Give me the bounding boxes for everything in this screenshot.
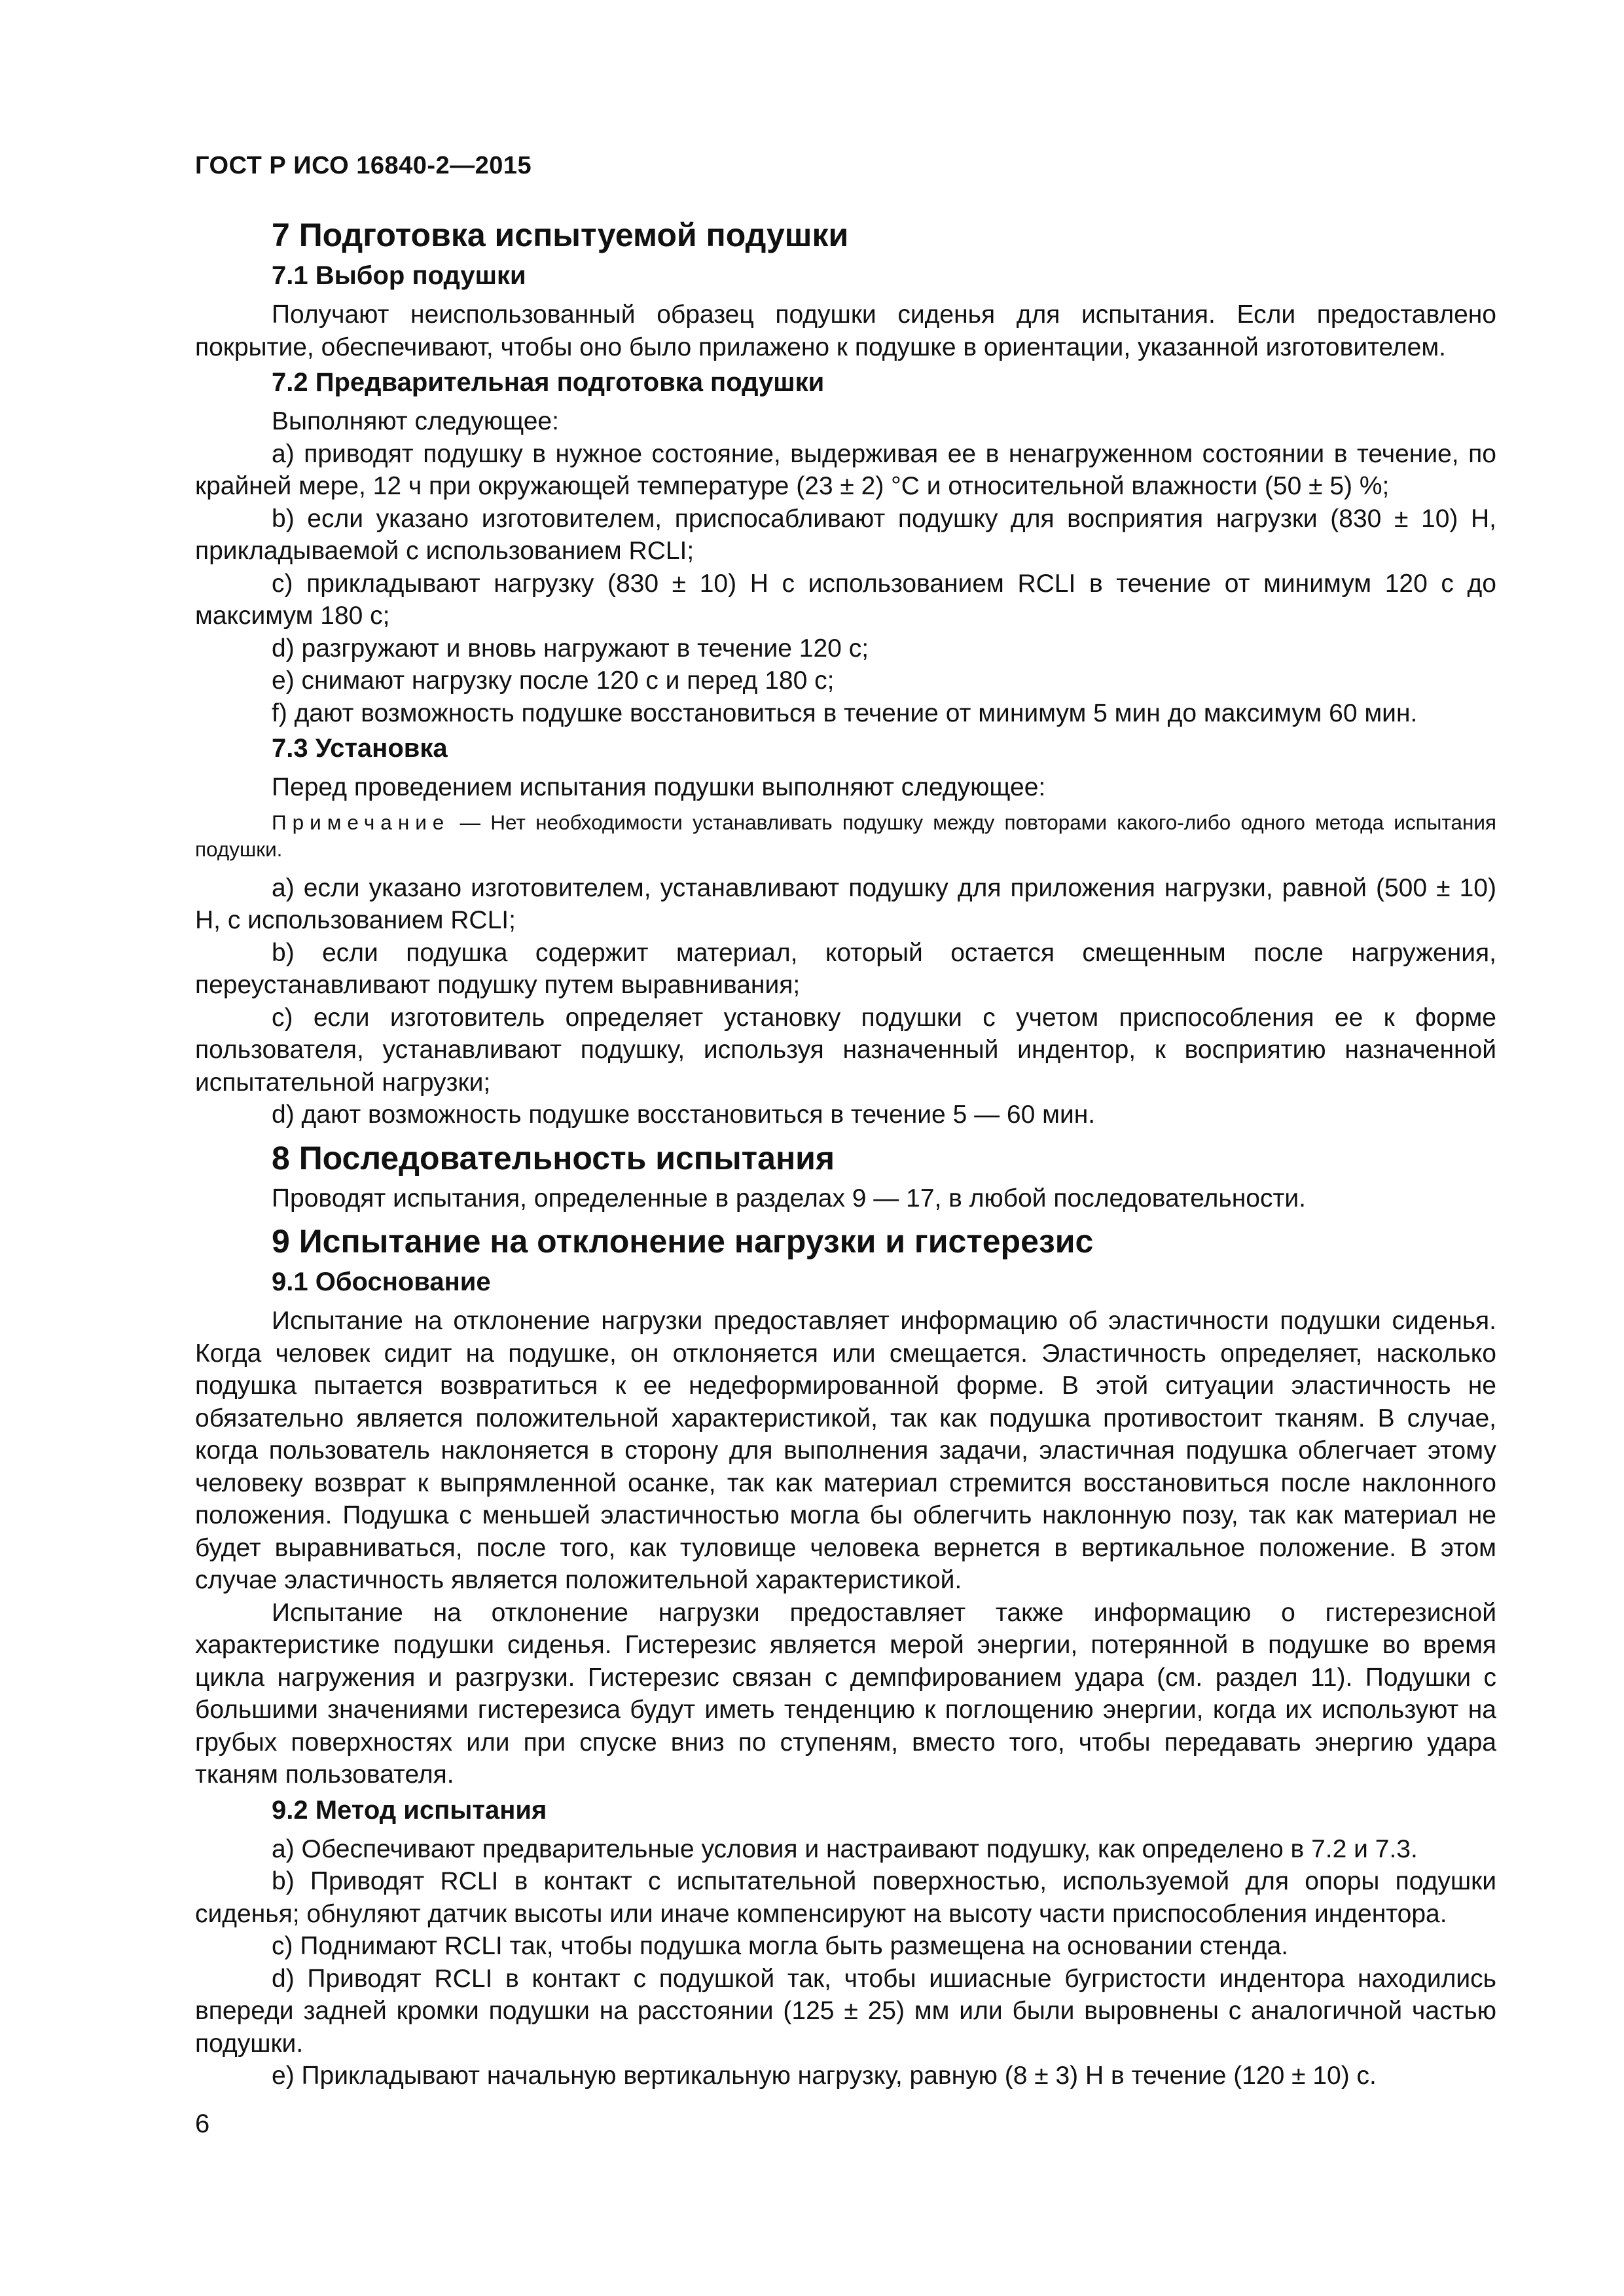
subsection-7-1-heading: 7.1 Выбор подушки: [272, 261, 526, 290]
paragraph: Выполняют следующее:: [272, 407, 559, 435]
list-item: f) дают возможность подушке восстановиться в течение от минимум 5 мин до максимум 60 мин.: [272, 699, 1418, 727]
paragraph: Испытание на отклонение нагрузки предоставляет также информацию о гистерезисной характеристике подушки сиденья. Гистерезис является мерой энергии, потерянной в подушке во время цикла нагружения и разгрузки. Гистерезис связан с демпфированием удара (см. раздел 11). Подушки с большими значениями гистерезиса будут иметь тенденцию к поглощению энергии, когда их используют на грубых поверхностях или при спуске вниз по ступеням, вместо того, чтобы передавать энергию удара тканям пользователя.: [195, 1598, 1496, 1789]
list-item: d) разгружают и вновь нагружают в течение 120 с;: [272, 634, 869, 663]
note-text: — Нет необходимости устанавливать подушку между повторами какого-либо одного метода испытания подушки.: [195, 810, 1496, 861]
list-item: c) если изготовитель определяет установку подушки с учетом приспособления ее к форме пользователя, устанавливают подушку, используя назначенный индентор, к восприятию назначенной испытательной нагрузки;: [195, 1003, 1496, 1097]
list-item: c) прикладывают нагрузку (830 ± 10) Н с использованием RCLI в течение от минимум 120 с до максимум 180 с;: [195, 569, 1496, 630]
section-7-heading: 7 Подготовка испытуемой подушки: [272, 217, 849, 253]
list-item: e) Прикладывают начальную вертикальную нагрузку, равную (8 ± 3) Н в течение (120 ± 10) с.: [272, 2062, 1377, 2090]
paragraph: Получают неиспользованный образец подушки сиденья для испытания. Если предоставлено покрытие, обеспечивают, чтобы оно было прилажено к подушке в ориентации, указанной изготовителем.: [195, 301, 1496, 361]
list-item: a) Обеспечивают предварительные условия и настраивают подушку, как определено в 7.2 и 7.3.: [272, 1834, 1418, 1863]
subsection-7-3-heading: 7.3 Установка: [272, 734, 448, 763]
list-item: e) снимают нагрузку после 120 с и перед 180 с;: [272, 666, 835, 695]
note: [195, 809, 1496, 863]
paragraph: Перед проведением испытания подушки выполняют следующее:: [272, 773, 1046, 801]
document-body: [195, 208, 1496, 2092]
document-header: ГОСТ Р ИСО 16840-2—2015: [195, 152, 532, 179]
list-item: b) если указано изготовителем, приспосабливают подушку для восприятия нагрузки (830 ± 10) Н, прикладываемой с использованием RCLI;: [195, 504, 1496, 565]
list-item: b) если подушка содержит материал, который остается смещенным после нагружения, переустанавливают подушку путем выравнивания;: [195, 938, 1496, 999]
list-item: a) приводят подушку в нужное состояние, выдерживая ее в ненагруженном состоянии в течение, по крайней мере, 12 ч при окружающей температуре (23 ± 2) °С и относительной влажности (50 ± 5) %;: [195, 439, 1496, 500]
section-9-heading: 9 Испытание на отклонение нагрузки и гистерезис: [272, 1223, 1094, 1260]
list-item: a) если указано изготовителем, устанавливают подушку для приложения нагрузки, равной (500 ± 10) Н, с использованием RCLI;: [195, 873, 1496, 934]
note-label: Примечание: [272, 810, 450, 834]
paragraph: Испытание на отклонение нагрузки предоставляет информацию об эластичности подушки сиденья. Когда человек сидит на подушке, он отклоняется или смещается. Эластичность определяет, насколько подушка пытается возвратиться к ее недеформированной форме. В этой ситуации эластичность не обязательно является положительной характеристикой, так как подушка противостоит тканям. В случае, когда пользователь наклоняется в сторону для выполнения задачи, эластичная подушка облегчает этому человеку возврат к выпрямленной осанке, так как материал стремится восстановиться после наклонного положения. Подушка с меньшей эластичностью могла бы облегчить наклонную позу, так как материал не будет выравниваться, после того, как туловище человека вернется в вертикальное положение. В этом случае эластичность является положительной характеристикой.: [195, 1307, 1496, 1594]
list-item: d) дают возможность подушке восстановиться в течение 5 — 60 мин.: [272, 1101, 1096, 1129]
subsection-9-2-heading: 9.2 Метод испытания: [272, 1795, 547, 1825]
list-item: d) Приводят RCLI в контакт с подушкой так, чтобы ишиасные бугристости индентора находились впереди задней кромки подушки на расстоянии (125 ± 25) мм или были выровнены с аналогичной частью подушки.: [195, 1964, 1496, 2058]
subsection-7-2-heading: 7.2 Предварительная подготовка подушки: [272, 368, 825, 397]
subsection-9-1-heading: 9.1 Обоснование: [272, 1267, 491, 1296]
paragraph: Проводят испытания, определенные в разделах 9 — 17, в любой последовательности.: [272, 1184, 1306, 1212]
list-item: b) Приводят RCLI в контакт с испытательной поверхностью, используемой для опоры подушки сиденья; обнуляют датчик высоты или иначе компенсируют на высоту части приспособления индентора.: [195, 1867, 1496, 1928]
page-number: 6: [195, 2109, 210, 2138]
section-8-heading: 8 Последовательность испытания: [272, 1139, 835, 1176]
list-item: c) Поднимают RCLI так, чтобы подушка могла быть размещена на основании стенда.: [272, 1932, 1289, 1960]
